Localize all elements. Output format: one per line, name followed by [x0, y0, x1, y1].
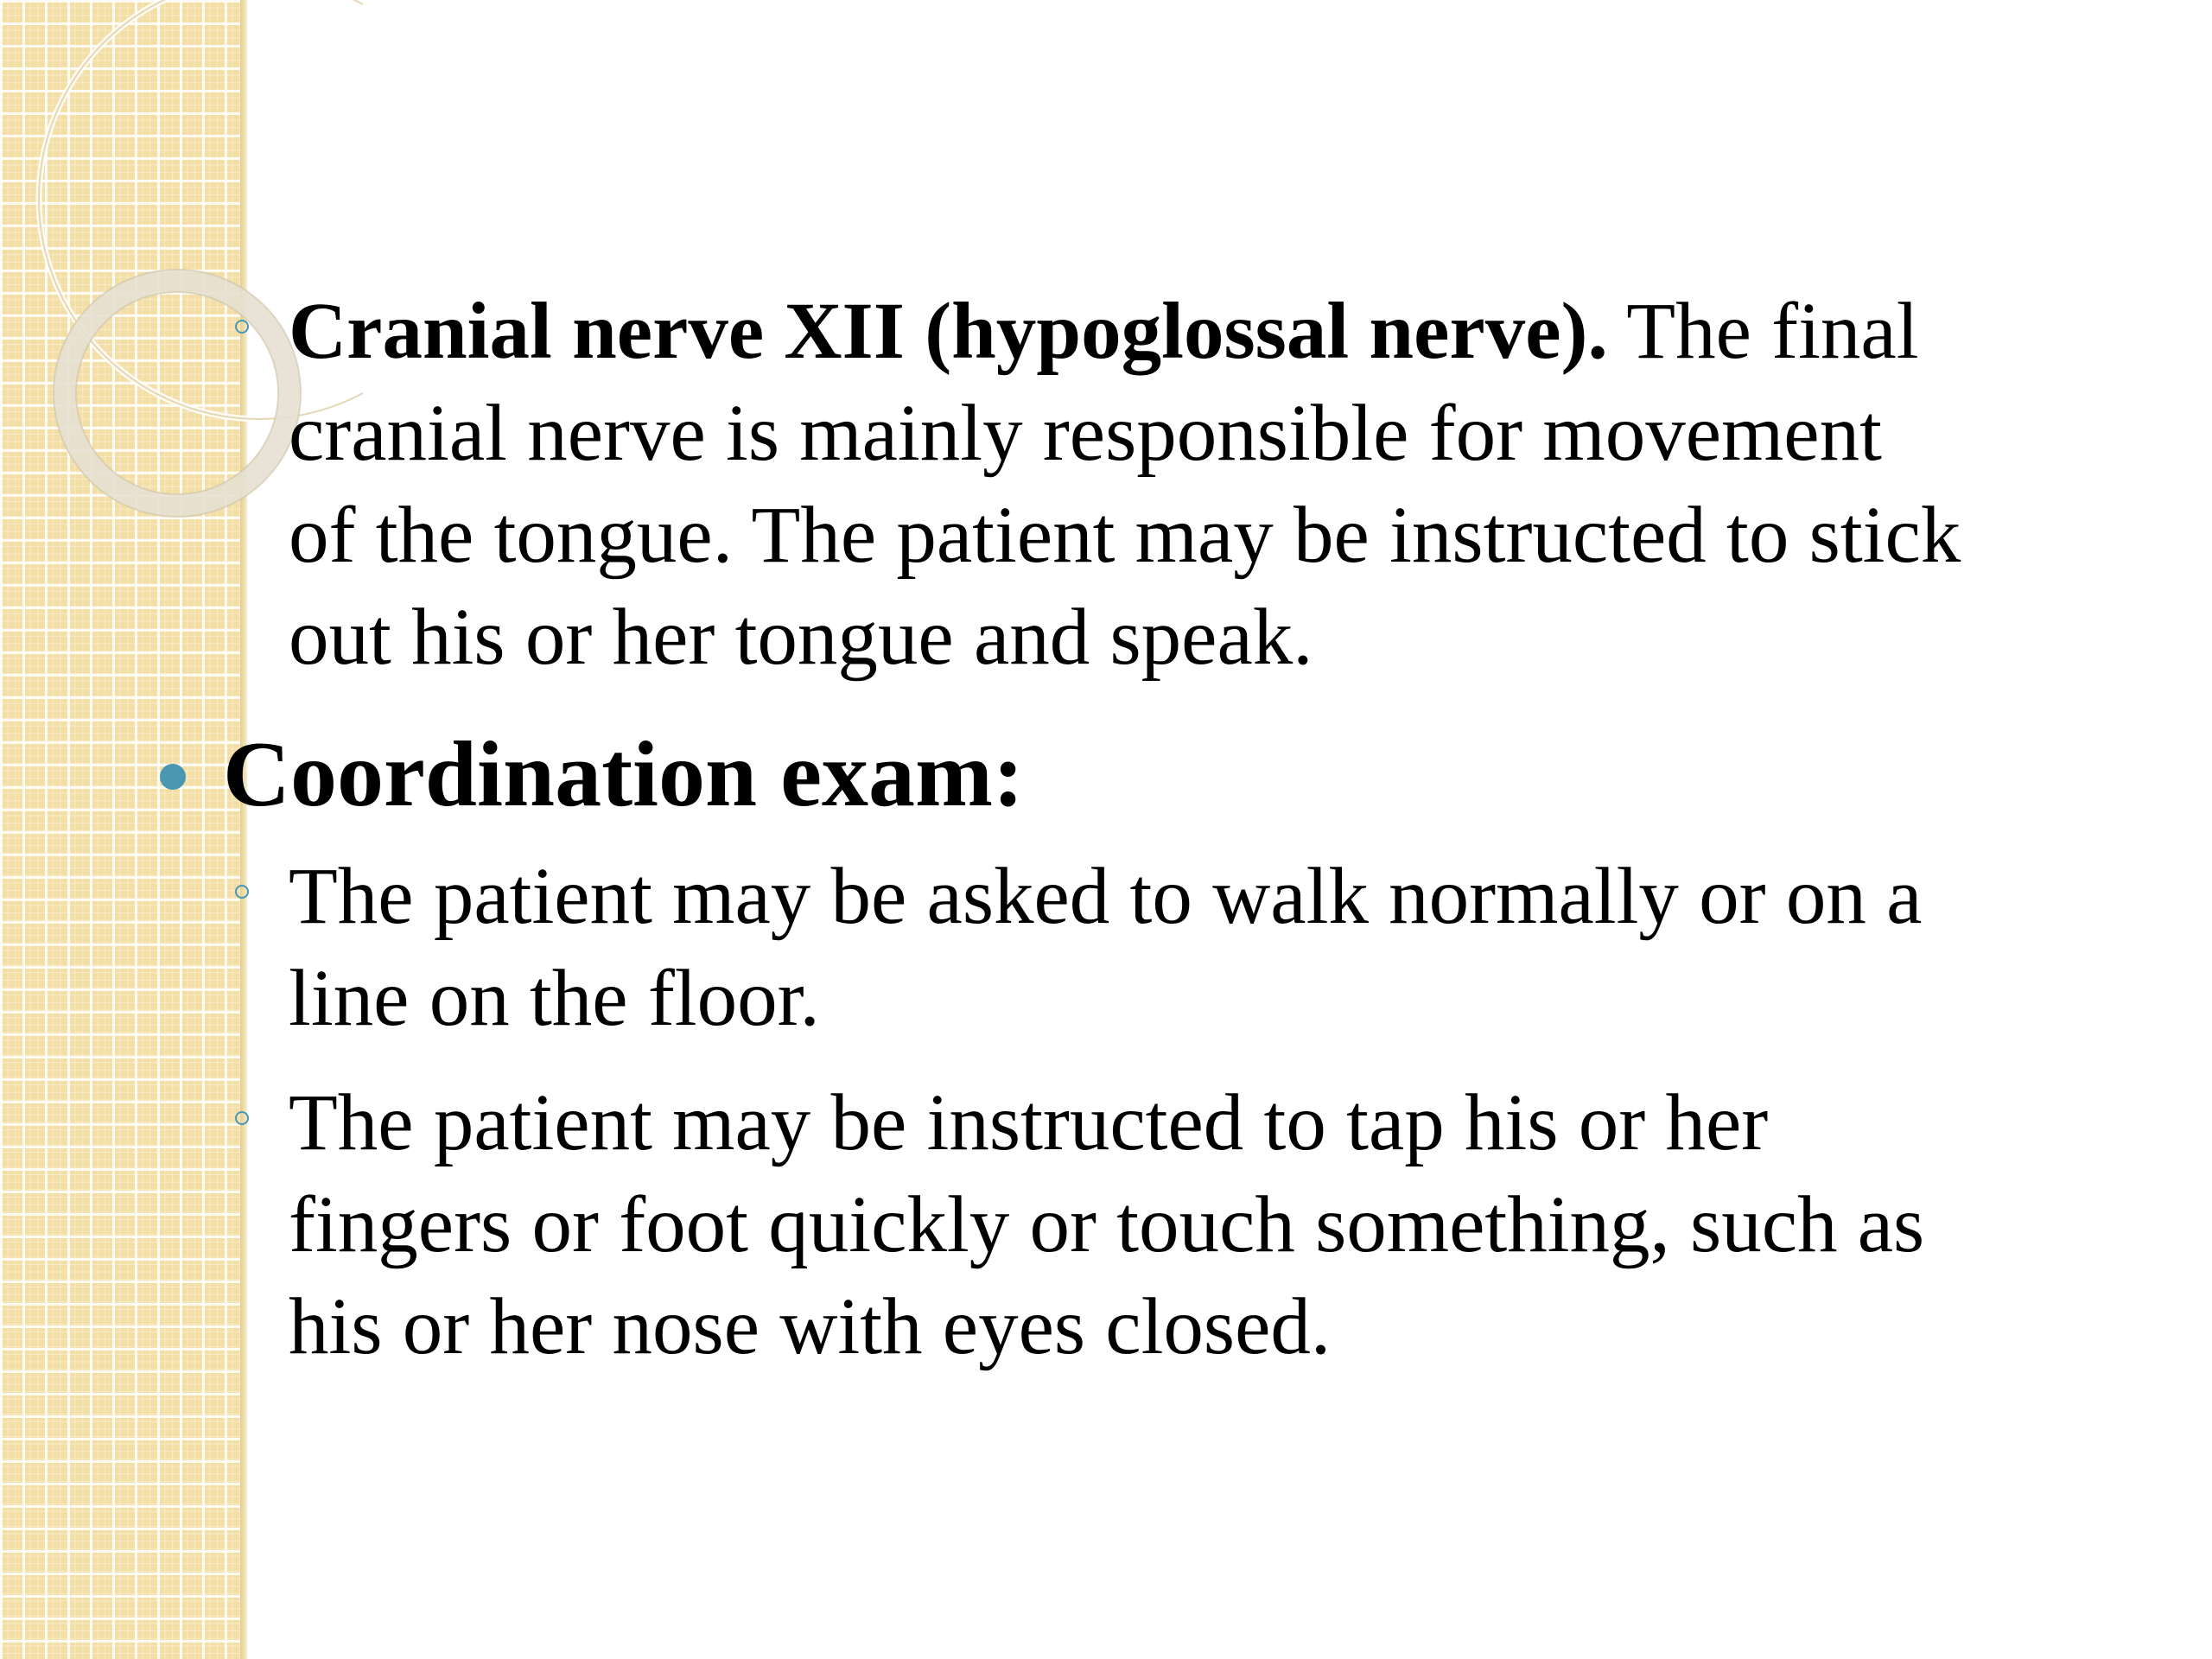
bullet-walk-normally: [289, 846, 2146, 1050]
filled-circle-bullet-icon: [160, 764, 186, 790]
bullet-line: of the tongue. The patient may be instructed to stick: [289, 491, 1961, 580]
bold-lead-text: Cranial nerve XII (hypoglossal nerve).: [289, 287, 1608, 376]
bullet-line: his or her nose with eyes closed.: [289, 1282, 1332, 1371]
section-heading-coordination-exam: Coordination exam:: [223, 723, 1024, 826]
bullet-line: cranial nerve is mainly responsible for movement: [289, 389, 1882, 478]
bullet-tap-fingers: [289, 1072, 2146, 1378]
bullet-line: out his or her tongue and speak.: [289, 593, 1313, 682]
hollow-circle-bullet-icon: [235, 1111, 249, 1125]
bullet-hypoglossal-nerve: [289, 281, 2146, 689]
bullet-line: Cranial nerve XII (hypoglossal nerve). The final: [289, 287, 1919, 376]
bullet-line: The patient may be asked to walk normally or on a: [289, 852, 1923, 941]
hollow-circle-bullet-icon: [235, 885, 249, 899]
bullet-line: The patient may be instructed to tap his or her: [289, 1078, 1769, 1167]
bullet-line: fingers or foot quickly or touch something, such as: [289, 1180, 1925, 1269]
bullet-line: line on the floor.: [289, 954, 820, 1043]
hollow-circle-bullet-icon: [235, 320, 249, 334]
